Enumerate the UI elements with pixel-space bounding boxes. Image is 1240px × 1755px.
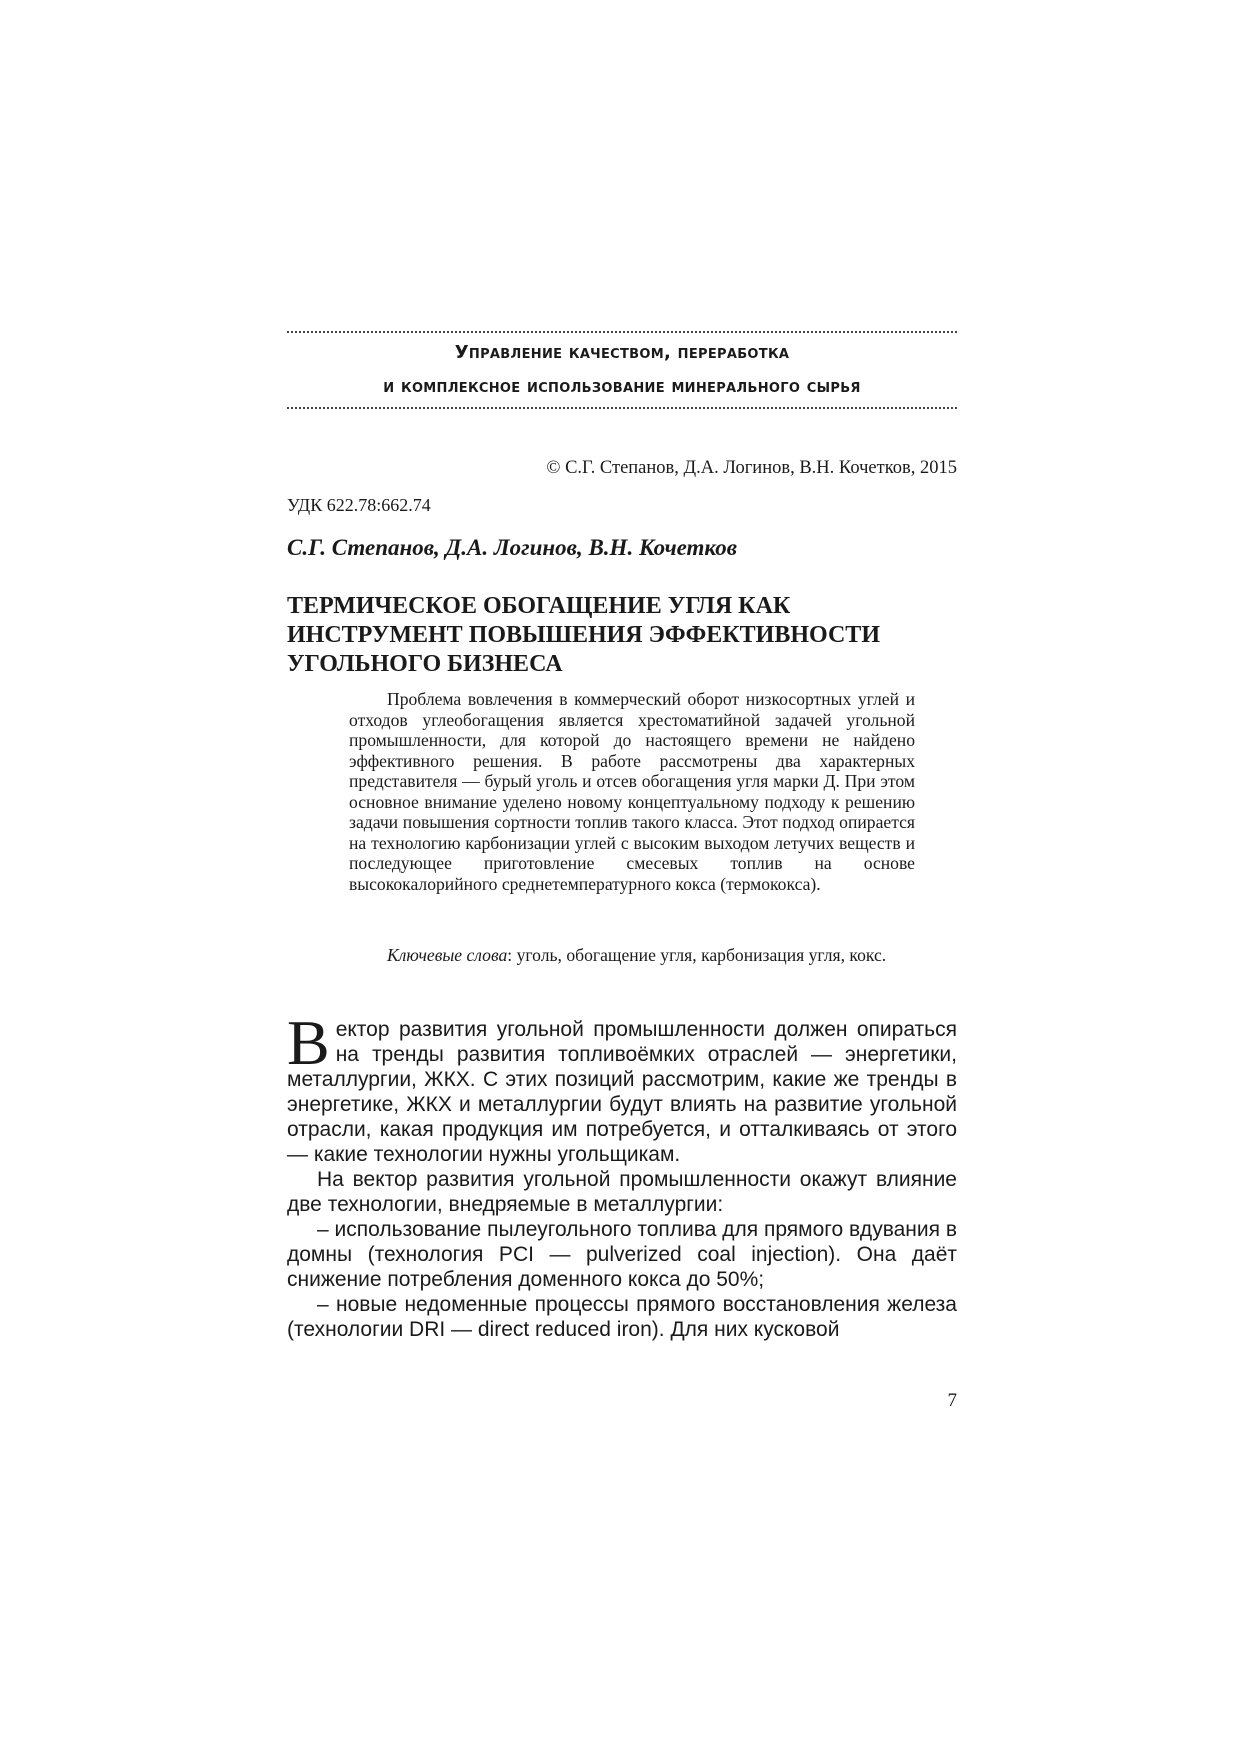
page — [287, 0, 957, 1755]
authors: С.Г. Степанов, Д.А. Логинов, В.Н. Кочетков — [287, 535, 737, 560]
drop-cap: В — [287, 1007, 330, 1078]
paragraph-2: На вектор развития угольной промышленности окажут влияние две технологии, внедряемые в металлургии: — [287, 1168, 957, 1216]
paragraph-1 — [287, 1007, 957, 1167]
section-heading-line1: Управление качеством, переработка — [454, 342, 790, 363]
abstract: Проблема вовлечения в коммерческий оборот низкосортных углей и отходов углеобогащения является хрестоматийной задачей угольной промышленности, для которой до настоящего времени не найдено эффективного решения. В работе рассмотрены два характерных представителя — бурый уголь и отсев обогащения угля марки Д. При этом основное внимание уделено новому концептуальному подходу к решению задачи повышения сортности топлив такого класса. Этот подход опирается на технологию карбонизации углей с высоким выходом летучих веществ и последующее приготовление смесевых топлив на основе высококалорийного среднетемпературного кокса (термококса). — [349, 689, 915, 894]
keywords-list: : уголь, обогащение угля, карбонизация угля, кокс. — [507, 945, 887, 965]
header-top-divider — [287, 331, 957, 333]
copyright-line: © С.Г. Степанов, Д.А. Логинов, В.Н. Кочетков, 2015 — [546, 458, 957, 478]
body-text — [287, 1007, 957, 1342]
page-number: 7 — [947, 1390, 957, 1411]
paragraph-1-text: ектор развития угольной промышленности должен опираться на тренды развития топливоёмких отраслей — энергетики, металлургии, ЖКХ. С этих позиций рассмотрим, какие же тренды в энергетике, ЖКХ и металлургии будут влиять на развитие угольной отрасли, какая продукция им потребуется, и отталкиваясь от этого — какие технологии нужны угольщикам. — [287, 1018, 957, 1166]
keywords — [387, 945, 947, 966]
section-heading-line2: и комплексное использование минерального сырья — [383, 376, 861, 397]
list-item-pci: – использование пылеугольного топлива для прямого вдувания в домны (технология PCI — pulverized coal injection). Она даёт снижение потребления доменного кокса до 50%; — [287, 1218, 957, 1291]
header-bottom-divider — [287, 407, 957, 409]
list-item-dri: – новые недоменные процессы прямого восстановления железа (технологии DRI — direct reduced iron). Для них кусковой — [287, 1293, 957, 1341]
udk-code: УДК 622.78:662.74 — [287, 495, 431, 515]
keywords-label: Ключевые слова — [387, 945, 508, 965]
article-title: ТЕРМИЧЕСКОЕ ОБОГАЩЕНИЕ УГЛЯ КАК ИНСТРУМЕНТ ПОВЫШЕНИЯ ЭФФЕКТИВНОСТИ УГОЛЬНОГО БИЗНЕСА — [287, 593, 880, 677]
